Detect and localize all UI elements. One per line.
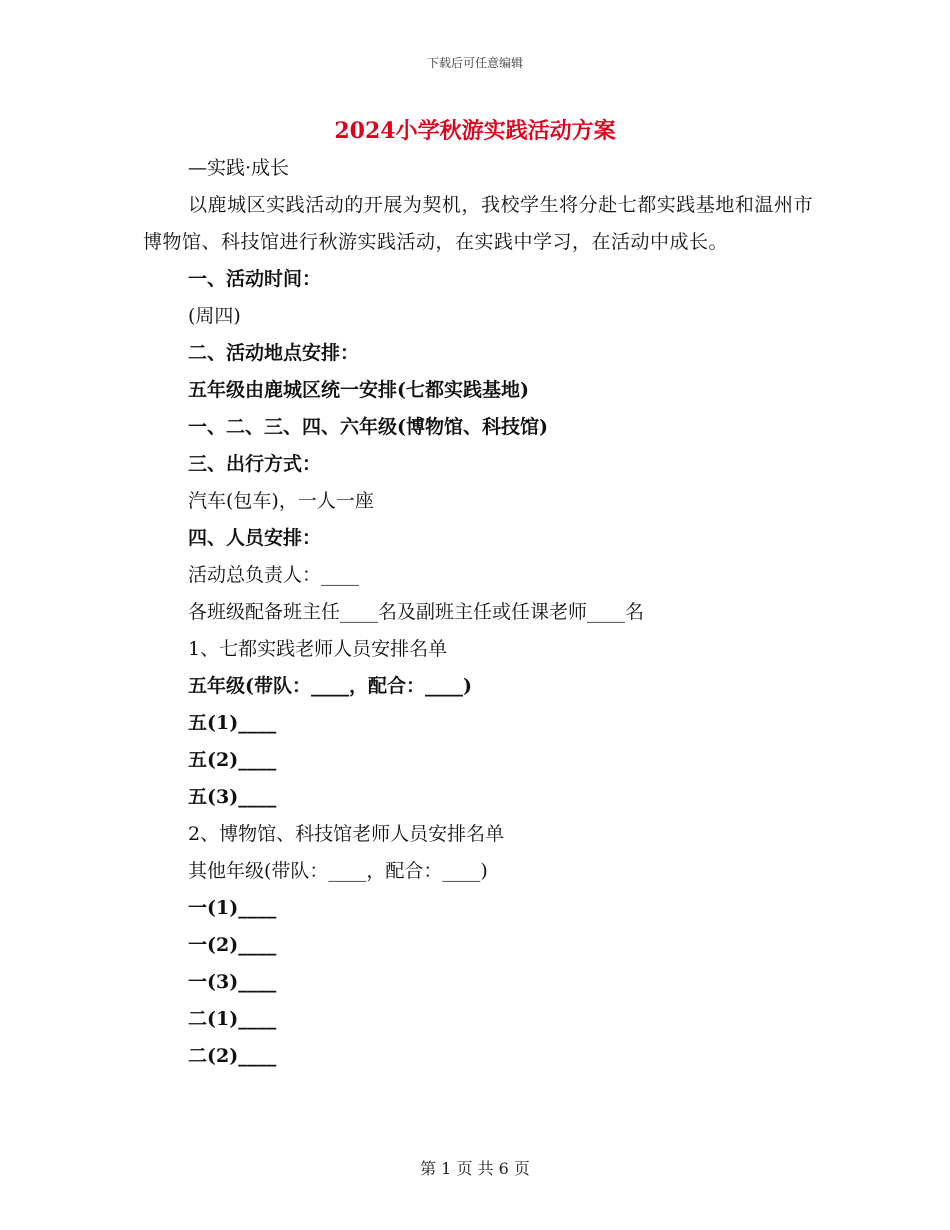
list-item-class: 一(2)____: [188, 934, 277, 956]
paragraph-list-museum: 2、博物馆、科技馆老师人员安排名单: [188, 823, 505, 845]
list-item-class: 一(3)____: [188, 971, 277, 993]
header-note: 下载后可任意编辑: [426, 56, 523, 70]
paragraph-location-other: 一、二、三、四、六年级(博物馆、科技馆): [188, 416, 548, 438]
paragraph-intro: 以鹿城区实践活动的开展为契机，我校学生将分赴七都实践基地和温州市博物馆、科技馆进行秋游实践活动，在实践中学习，在活动中成长。: [143, 194, 813, 253]
list-item-class: 二(1)____: [188, 1008, 277, 1030]
paragraph-grade5-lead: 五年级(带队：____，配合：____): [188, 675, 472, 697]
list-item-class: 五(3)____: [188, 786, 277, 808]
paragraph-time-value: (周四): [188, 305, 241, 327]
section-heading-staff: 四、人员安排：: [188, 527, 322, 549]
list-item-class: 五(2)____: [188, 749, 277, 771]
document-title: 2024小学秋游实践活动方案: [334, 118, 616, 144]
list-item-class: 二(2)____: [188, 1045, 277, 1067]
section-heading-time: 一、活动时间：: [188, 268, 322, 290]
page-footer: 第 1 页 共 6 页: [420, 1159, 530, 1178]
paragraph-class-teachers: 各班级配备班主任____名及副班主任或任课老师____名: [188, 601, 645, 623]
document-body: [143, 150, 813, 1075]
section-heading-location: 二、活动地点安排：: [188, 342, 360, 364]
paragraph-location-grade5: 五年级由鹿城区统一安排(七都实践基地): [188, 379, 529, 401]
list-item-class: 一(1)____: [188, 897, 277, 919]
paragraph-subtitle: —实践·成长: [188, 157, 290, 179]
paragraph-lead-person: 活动总负责人：____: [188, 564, 360, 586]
list-item-class: 五(1)____: [188, 712, 277, 734]
paragraph-list-qidu: 1、七都实践老师人员安排名单: [188, 638, 448, 660]
paragraph-other-grades-lead: 其他年级(带队：____，配合：____): [188, 860, 488, 882]
paragraph-transport-value: 汽车(包车)，一人一座: [188, 490, 374, 512]
section-heading-transport: 三、出行方式：: [188, 453, 322, 475]
